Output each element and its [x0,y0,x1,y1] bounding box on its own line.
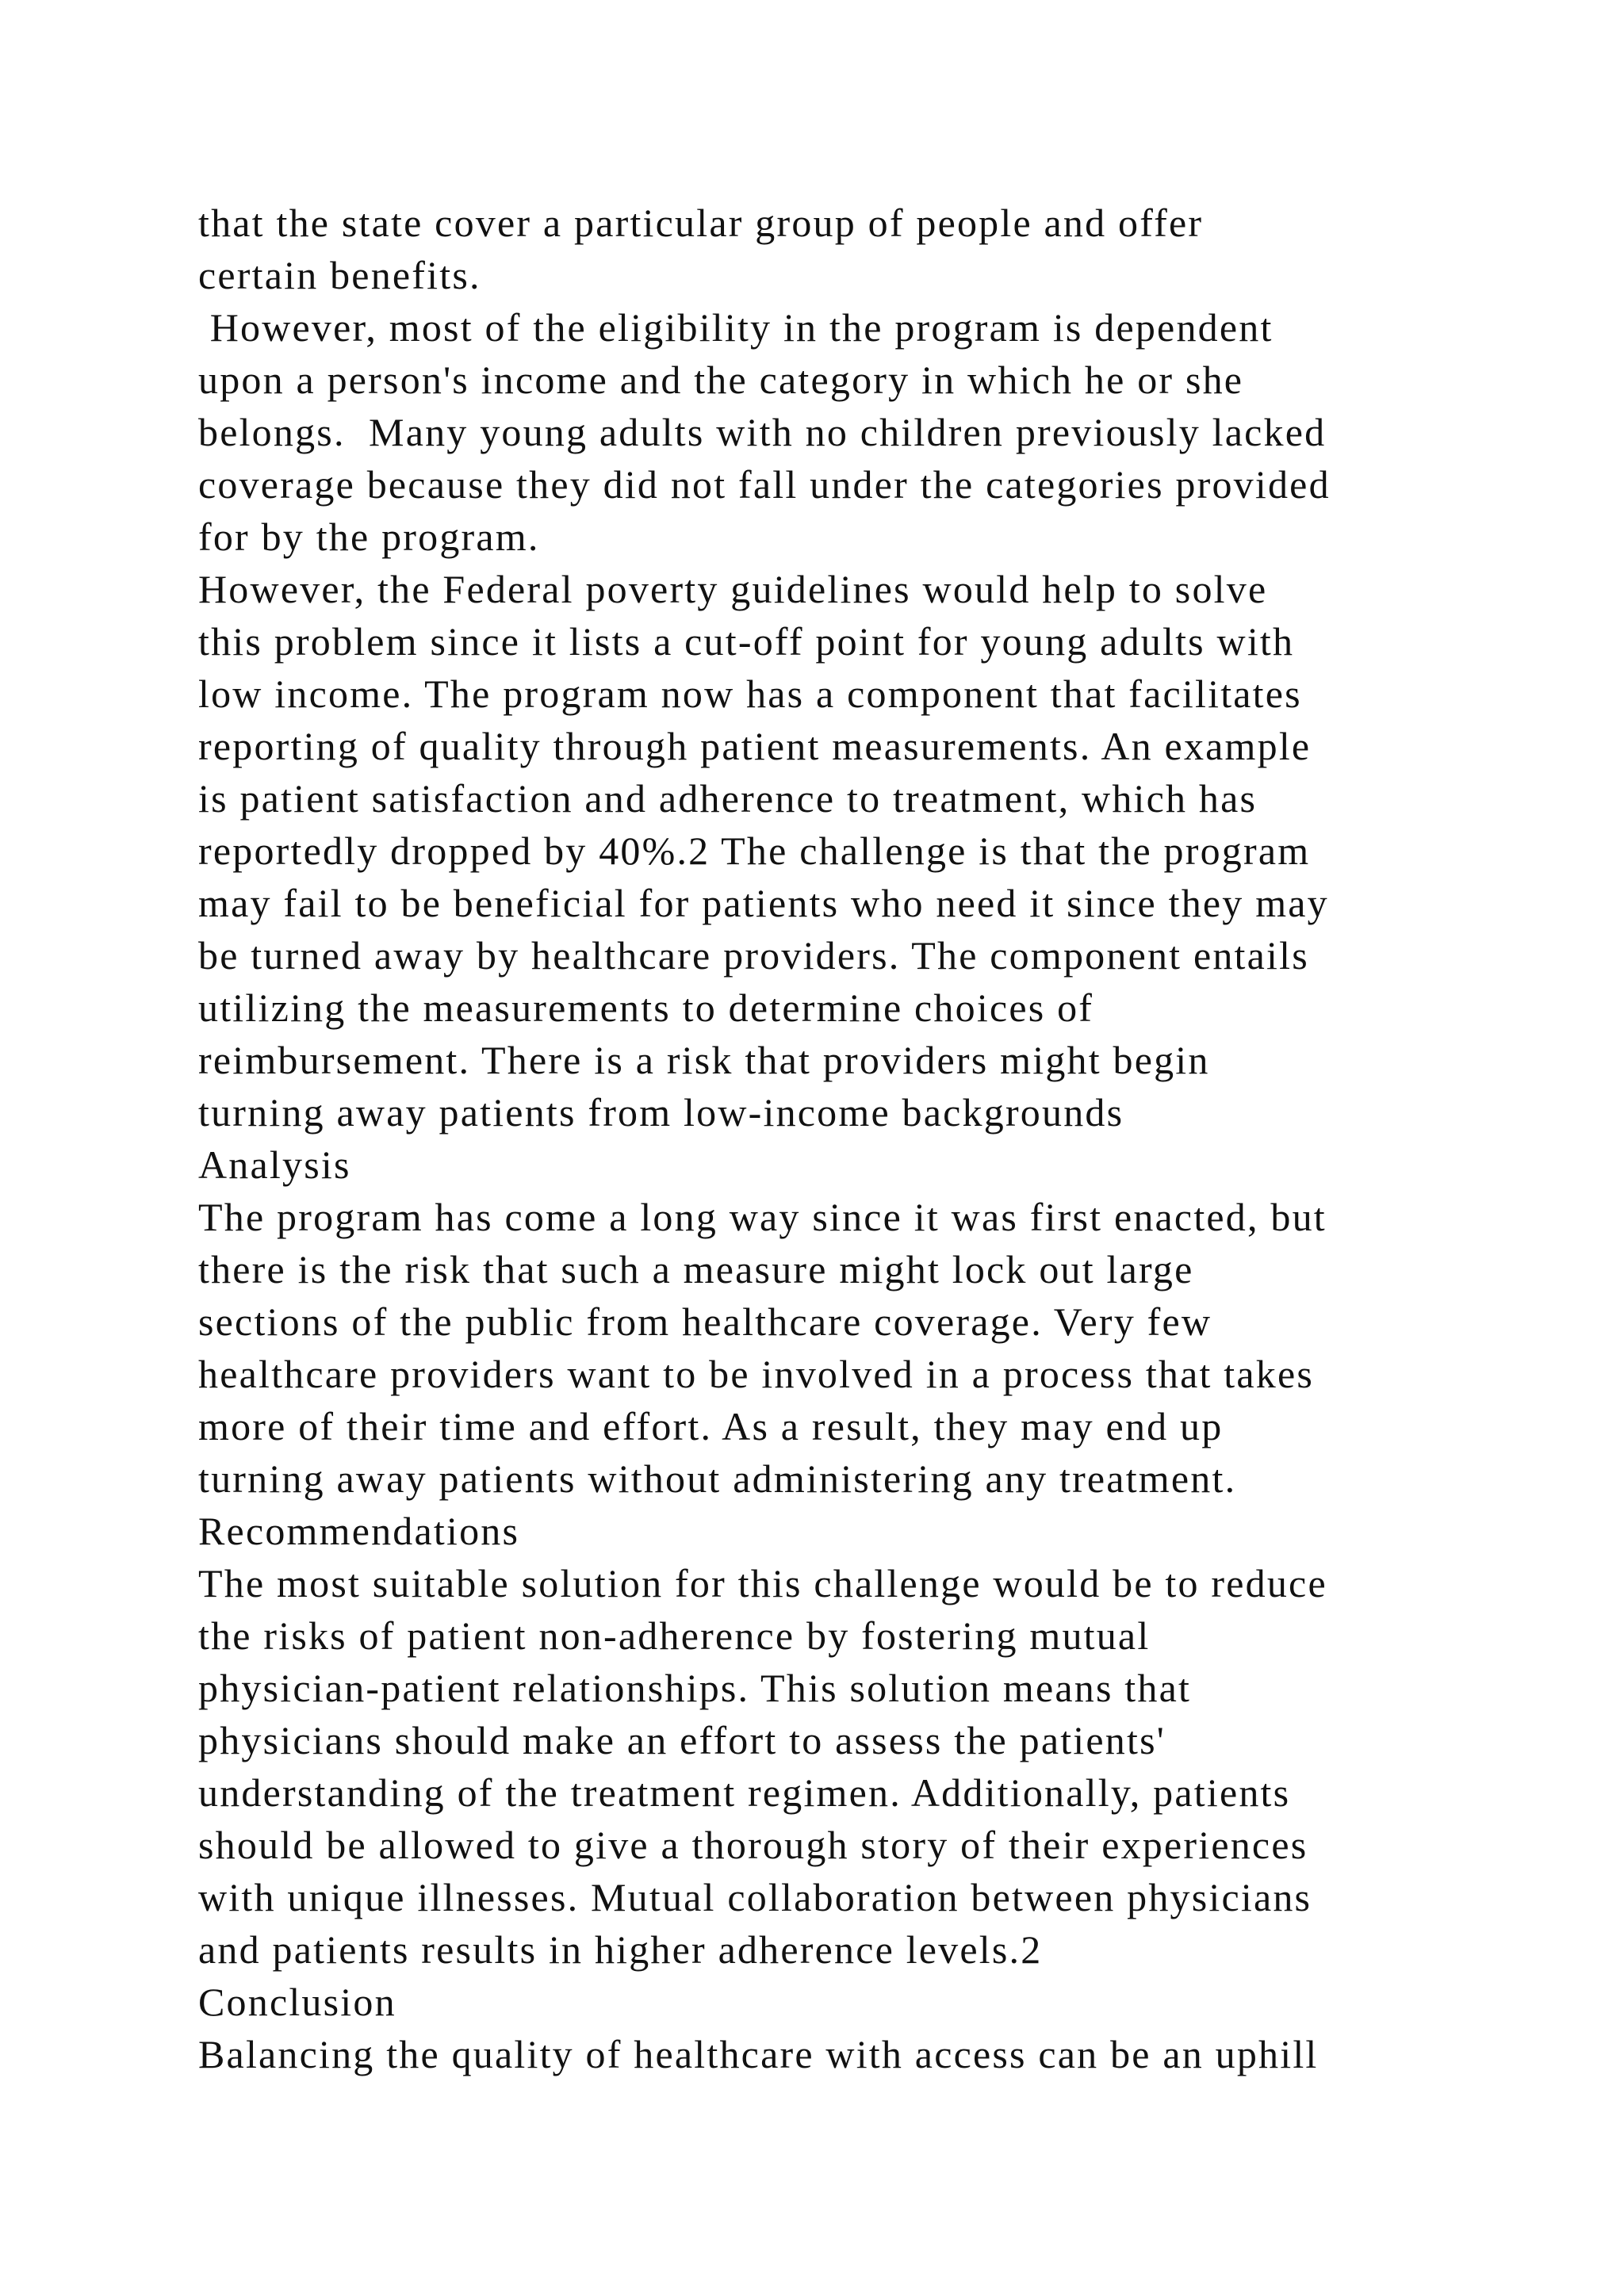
body-text-line: The most suitable solution for this challenge would be to reduce [198,1561,1327,1605]
body-text-line: However, most of the eligibility in the program is dependent [198,305,1274,350]
body-text-line: certain benefits. [198,253,481,297]
body-text-line: reportedly dropped by 40%.2 The challenge is that the program [198,828,1311,873]
body-text-line: However, the Federal poverty guidelines would help to solve [198,567,1268,611]
body-text-line: Balancing the quality of healthcare with access can be an uphill [198,2032,1319,2076]
body-text-line: for by the program. [198,515,540,559]
body-text-line: may fail to be beneficial for patients who need it since they may [198,881,1329,925]
body-text-line: physician-patient relationships. This solution means that [198,1666,1192,1710]
body-text-line: The program has come a long way since it was first enacted, but [198,1195,1327,1239]
document-body [198,197,1507,2080]
body-text-line: is patient satisfaction and adherence to treatment, which has [198,776,1258,821]
body-text-line: understanding of the treatment regimen. Additionally, patients [198,1770,1291,1815]
body-text-line: low income. The program now has a component that facilitates [198,672,1302,716]
body-text-line: there is the risk that such a measure might lock out large [198,1247,1194,1292]
body-text-line: reimbursement. There is a risk that providers might begin [198,1038,1210,1082]
body-text-line: be turned away by healthcare providers. The component entails [198,933,1309,978]
body-text-line: belongs. Many young adults with no children previously lacked [198,410,1327,454]
body-text-line: physicians should make an effort to assess the patients' [198,1718,1166,1762]
body-text-line: upon a person's income and the category in which he or she [198,358,1244,402]
section-heading-conclusion: Conclusion [198,1980,396,2024]
body-text-line: utilizing the measurements to determine choices of [198,985,1094,1030]
body-text-line: should be allowed to give a thorough story of their experiences [198,1823,1308,1867]
body-text-line: the risks of patient non-adherence by fostering mutual [198,1613,1151,1658]
section-heading-recommendations: Recommendations [198,1509,520,1553]
body-text-line: with unique illnesses. Mutual collaboration between physicians [198,1875,1312,1919]
body-text-line: that the state cover a particular group of people and offer [198,201,1204,245]
body-text-line: sections of the public from healthcare coverage. Very few [198,1299,1212,1344]
body-text-line: and patients results in higher adherence levels.2 [198,1927,1043,1972]
body-text-line: reporting of quality through patient measurements. An example [198,724,1312,768]
body-text-line: coverage because they did not fall under the categories provided [198,462,1331,507]
body-text-line: turning away patients from low-income backgrounds [198,1090,1124,1135]
body-text-line: this problem since it lists a cut-off point for young adults with [198,619,1295,664]
body-text-line: more of their time and effort. As a result, they may end up [198,1404,1224,1448]
body-text-line: turning away patients without administering any treatment. [198,1456,1237,1501]
section-heading-analysis: Analysis [198,1142,351,1187]
body-text-line: healthcare providers want to be involved in a process that takes [198,1352,1315,1396]
